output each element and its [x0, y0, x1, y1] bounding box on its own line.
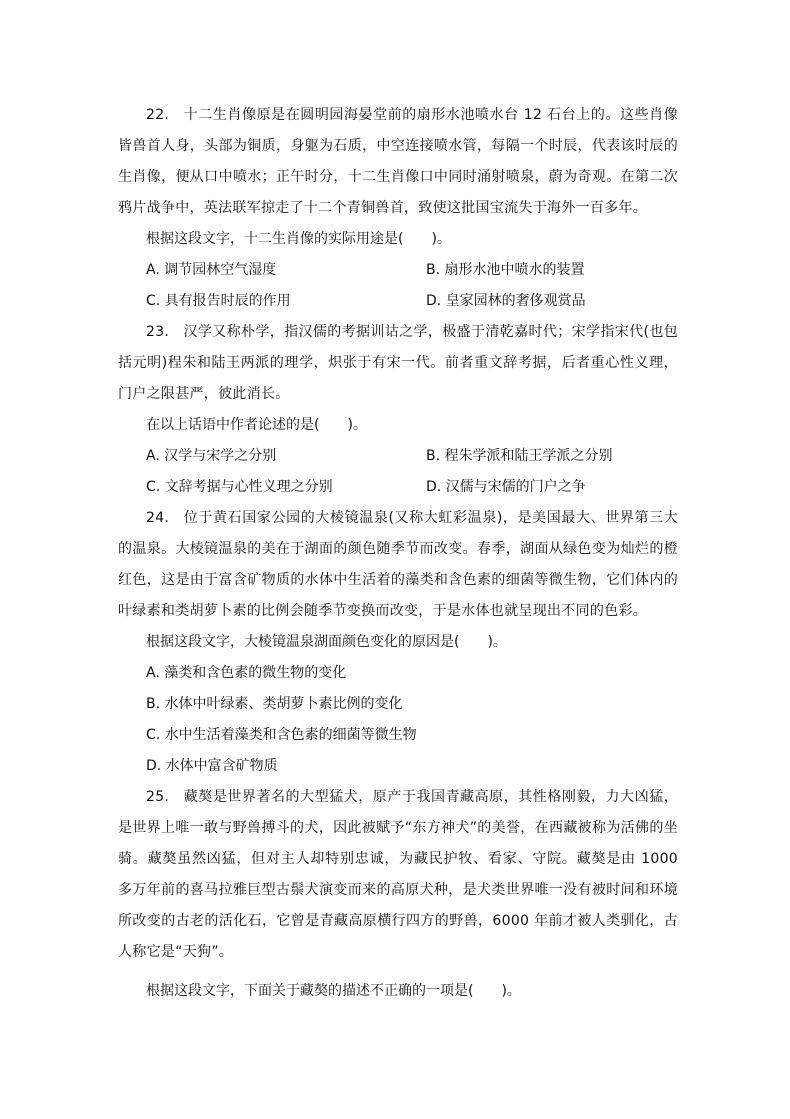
q23-question: 在以上话语中作者论述的是( )。 [146, 417, 367, 433]
q24-passage-text: 位于黄石国家公园的大棱镜温泉(又称大虹彩温泉)，是美国最大、世界第三大的温泉。大棱镜温泉的美在于湖面的颜色随季节而改变。春季，湖面从绿色变为灿烂的橙红色，这是由于富含矿物质的水体中生活着的藻类和含色素的细菌等微生物，它们体内的叶绿素和类胡萝卜素的比例会随季节变换而改变，于是水体也就呈现出不同的色彩。 [118, 510, 678, 619]
q25-number: 25. [146, 789, 170, 805]
q25-passage-text: 藏獒是世界著名的大型猛犬，原产于我国青藏高原，其性格刚毅，力大凶猛，是世界上唯一敢与野兽搏斗的犬，因此被赋予“东方神犬”的美誉，在西藏被称为活佛的坐骑。藏獒虽然凶猛，但对主人却特别忠诚，为藏民护牧、看家、守院。藏獒是由 1000 多万年前的喜马拉雅巨型古鬃犬演变而来的高原犬种，是犬类世界唯一没有被时间和环境所改变的古老的活化石，它曾是青藏高原横行四方的野兽，6000 年前才被人类驯化，古人称它是“天狗”。 [118, 789, 678, 960]
q24-option-d: D. 水体中富含矿物质 [146, 758, 278, 774]
document-content [118, 100, 678, 1007]
q23-option-d: D. 汉儒与宋儒的门户之争 [426, 479, 586, 495]
q22-question: 根据这段文字，十二生肖像的实际用途是( )。 [146, 231, 451, 247]
q22-passage [118, 100, 678, 224]
q24-option-c: C. 水中生活着藻类和含色素的细菌等微生物 [146, 727, 417, 743]
q23-option-b: B. 程朱学派和陆王学派之分别 [426, 448, 613, 464]
q22-passage-text: 十二生肖像原是在圆明园海晏堂前的扇形水池喷水台 12 石台上的。这些肖像皆兽首人身，头部为铜质，身躯为石质，中空连接喷水管，每隔一个时辰，代表该时辰的生肖像，便从口中喷水；正午时分，十二生肖像口中同时涌射喷泉，蔚为奇观。在第二次鸦片战争中，英法联军掠走了十二个青铜兽首，致使这批国宝流失于海外一百多年。 [118, 107, 678, 216]
q25-question: 根据这段文字，下面关于藏獒的描述不正确的一项是( )。 [146, 983, 521, 999]
q23-passage [118, 317, 678, 410]
q24-passage [118, 503, 678, 627]
q22-option-c: C. 具有报告时辰的作用 [146, 293, 291, 309]
q24-option-a: A. 藻类和含色素的微生物的变化 [146, 665, 347, 681]
q22-number: 22. [146, 107, 170, 123]
q25-passage [118, 782, 678, 968]
q23-options [118, 441, 678, 503]
q22-option-a: A. 调节园林空气湿度 [146, 262, 277, 278]
q24-options [118, 658, 678, 782]
q23-number: 23. [146, 324, 170, 340]
q22-option-b: B. 扇形水池中喷水的装置 [426, 262, 585, 278]
q22-options [118, 255, 678, 317]
q24-question: 根据这段文字，大棱镜温泉湖面颜色变化的原因是( )。 [146, 634, 507, 650]
q23-option-a: A. 汉学与宋学之分别 [146, 448, 277, 464]
q24-number: 24. [146, 510, 170, 526]
q23-passage-text: 汉学又称朴学，指汉儒的考据训诂之学，极盛于清乾嘉时代；宋学指宋代(也包括元明)程朱和陆王两派的理学，炽张于有宋一代。前者重文辞考据，后者重心性义理，门户之限甚严，彼此消长。 [118, 324, 678, 402]
q22-option-d: D. 皇家园林的奢侈观赏品 [426, 293, 586, 309]
q23-option-c: C. 文辞考据与心性义理之分别 [146, 479, 333, 495]
q24-option-b: B. 水体中叶绿素、类胡萝卜素比例的变化 [146, 696, 403, 712]
